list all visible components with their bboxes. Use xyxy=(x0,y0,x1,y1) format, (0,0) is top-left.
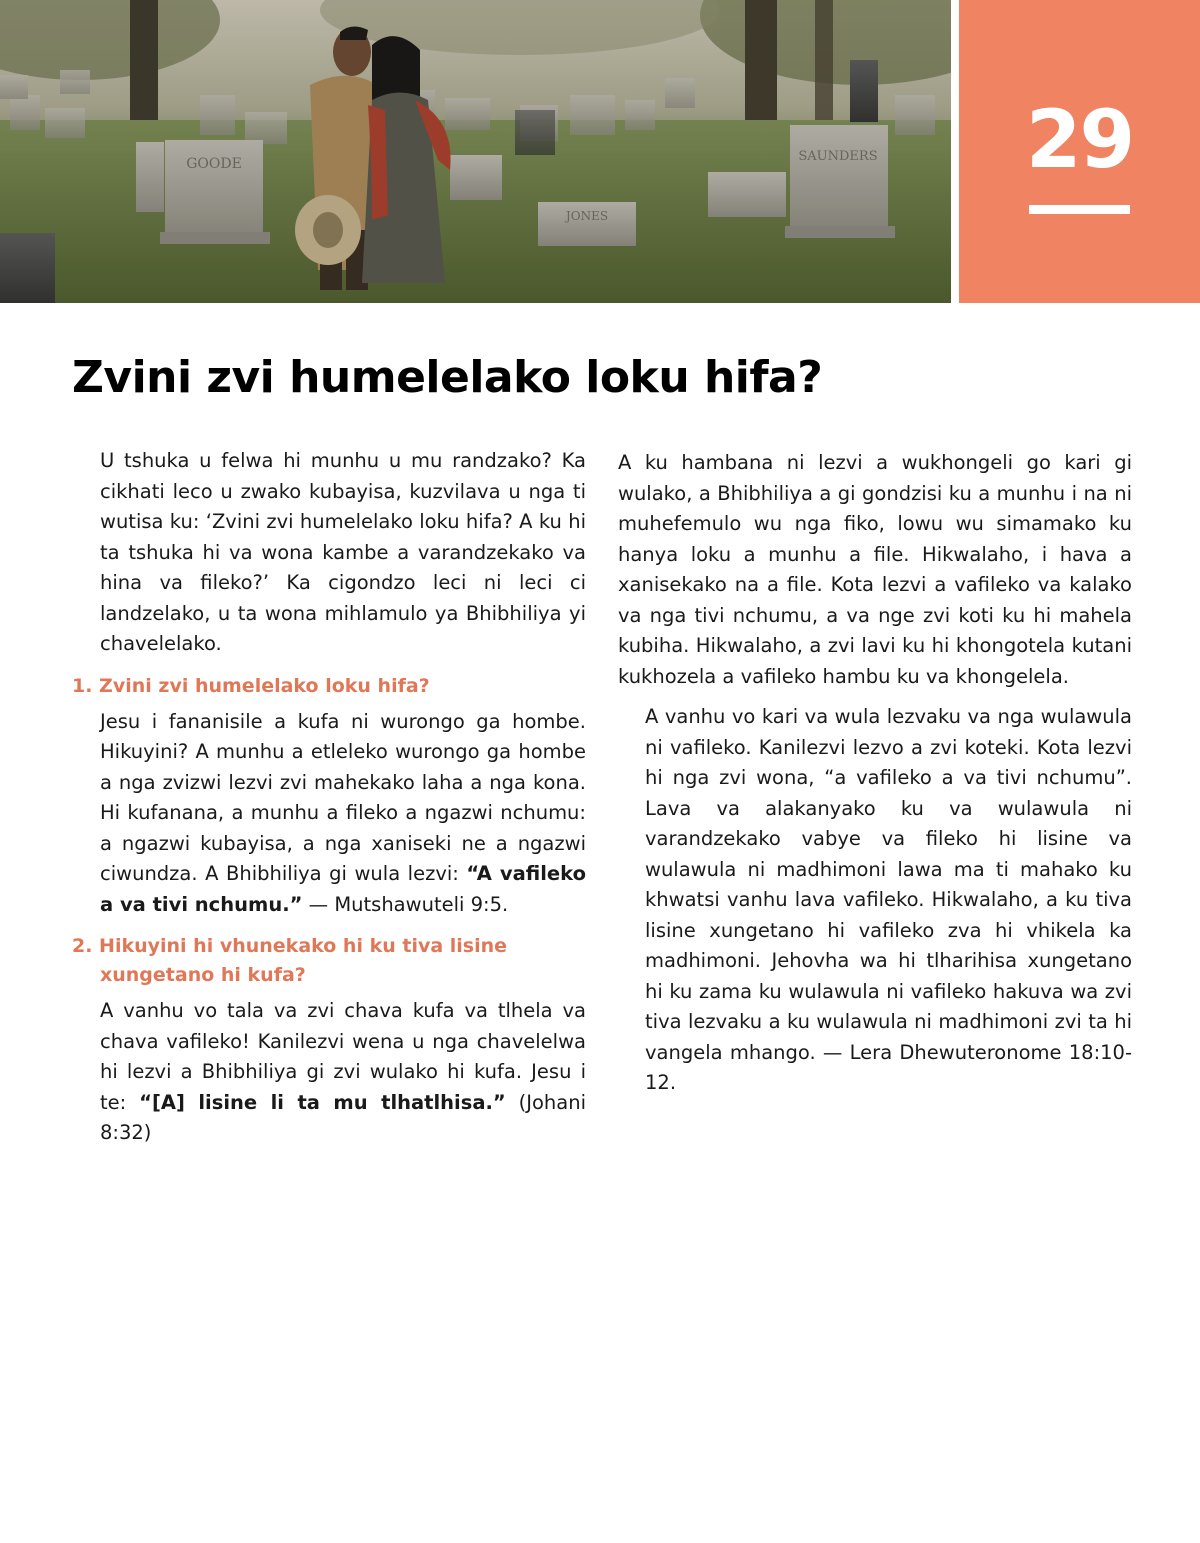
question-1-paragraph xyxy=(72,707,586,921)
headstone-saunders: SAUNDERS xyxy=(798,149,878,164)
cemetery-photo-icon xyxy=(0,0,951,303)
question-2-paragraph xyxy=(72,996,586,1149)
question-2-quote-close: ] lisine li ta mu tlhatlhisa.” xyxy=(175,1090,506,1114)
question-2-paragraph-2: A vanhu vo kari va wula lezvaku va nga wulawula ni vafileko. Kanilezvi lezvo a zvi koteki. Kota lezvi hi nga zvi wona, “a vafileko a va tivi nchumu”. Lava va alakanyako ku va wulawula ni varandzekako vabye va fileko hi lisine va wulawula ni madhimoni lawa ma ti mahako ku khwatsi vanhu lava vafileko. Hikwalaho, a ku tiva lisine xungetano hi vafileko zva hi vhikela ka madhimoni. Jehovha wa hi tlharihisa xungetano hi ku zama ku wulawula ni vafileko hakuva wa zvi tiva lezvaku a ku wulawula ni madhimoni zvi ta hi vangela mhango. — Lera Dhewuteronome 18:10-12. xyxy=(645,705,1132,1094)
question-2-quote-open: “[ xyxy=(139,1090,161,1114)
left-column xyxy=(72,446,586,1159)
headstone-goode: GOODE xyxy=(186,156,242,172)
page-title: Zvini zvi humelelako loku hifa? xyxy=(72,352,823,403)
intro-paragraph: U tshuka u felwa hi munhu u mu randzako? Ka cikhati leco u zwako kubayisa, kuzvilava u nga ti wutisa ku: ‘Zvini zvi humelelako loku hifa? A ku hi ta tshuka hi va wona kambe a varandzekako va hina va fileko?’ Ka cigondzo leci ni leci ci landzelako, u ta wona mihlamulo ya Bhibhiliya yi chavelelako. xyxy=(100,449,586,655)
question-1-quote: “A vafileko a va tivi nchumu.” xyxy=(100,862,586,916)
question-2-text-a: A vanhu vo tala va zvi chava kufa va tlhela va chava vafileko! Kanilezvi wena u nga chavelelwa hi lezvi a Bhibhiliya gi zvi wulako hi kufa. Jesu i te: xyxy=(100,999,586,1114)
lesson-number: 29 xyxy=(1025,93,1134,186)
question-2-quote-inner: A xyxy=(160,1090,176,1114)
question-1-ref: — Mutshawuteli 9:5. xyxy=(302,892,509,916)
lesson-number-underline xyxy=(1029,205,1130,214)
lesson-number-box xyxy=(959,0,1200,303)
question-2-continued: A ku hambana ni lezvi a wukhongeli go kari gi wulako, a Bhibhiliya a gi gondzisi ku a munhu i na ni muhefemulo wu nga fiko, lowu wu simamako ku hanya loku a munhu a file. Hikwalaho, i hava a xanisekako na a file. Kota lezvi a vafileko va kalako va nga tivi nchumu, a va nge zvi koti ku hi mahela kubiha. Hikwalaho, a zvi lavi ku hi khongotela kutani kukhozela a vafileko hambu ku va khongelela. xyxy=(618,451,1132,688)
question-1-heading: 1. Zvini zvi humelelako loku hifa? xyxy=(72,674,430,697)
question-2-heading: 2. Hikuyini hi vhunekako hi ku tiva lisine xungetano hi kufa? xyxy=(72,935,508,986)
right-column xyxy=(618,448,1132,1109)
question-2-ref: (Johani 8:32) xyxy=(100,1090,587,1144)
headstone-jones: JONES xyxy=(565,209,609,223)
question-1-text: Jesu i fananisile a kufa ni wurongo ga hombe. Hikuyini? A munhu a etleleko wurongo ga hombe a nga zvizwi lezvi zvi mahekako laha a nga kona. Hi kufanana, a munhu a fileko a ngazwi nchumu: a ngazwi kubayisa, a nga xaniseki ne a ngazwi ciwundza. A Bhibhiliya gi wula lezvi: xyxy=(100,709,586,885)
header-photo xyxy=(0,0,951,303)
